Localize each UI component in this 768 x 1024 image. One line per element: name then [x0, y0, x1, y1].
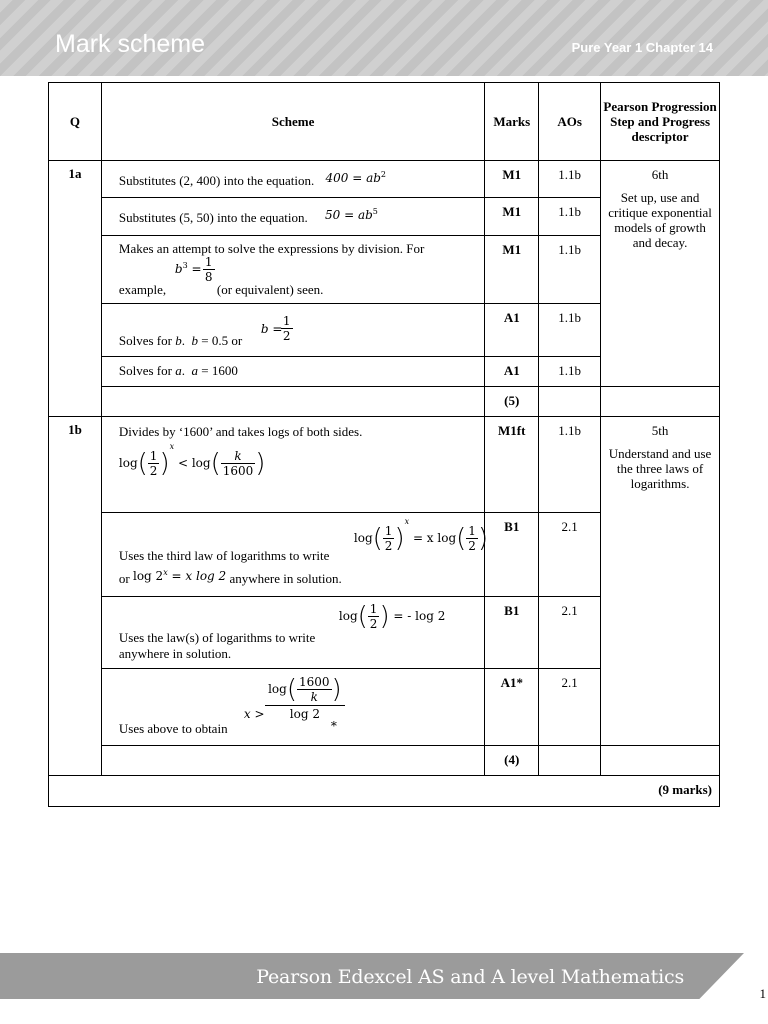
denominator: 2	[369, 617, 378, 631]
equation-text: x >	[243, 707, 265, 721]
table-row	[49, 161, 720, 198]
equation	[133, 569, 226, 583]
marks-cell: A1	[485, 304, 539, 357]
inequality-lhs	[244, 707, 265, 721]
fraction	[221, 449, 256, 478]
denominator: k	[310, 690, 318, 704]
exponent: 2	[380, 170, 387, 179]
operator: <	[177, 456, 188, 470]
text-part: anywhere in solution.	[229, 571, 342, 586]
variable: b	[175, 333, 182, 348]
col-header-aos: AOs	[539, 83, 601, 161]
scheme-text: (or equivalent) seen.	[216, 282, 324, 297]
page-number: 1	[759, 986, 766, 1001]
mark-scheme-table	[48, 82, 720, 807]
equation-text: 50 = ab	[324, 208, 373, 222]
fraction	[383, 524, 395, 553]
fraction	[368, 602, 380, 631]
header-row	[49, 83, 720, 161]
descriptor-cell	[601, 161, 720, 387]
descriptor-cell	[601, 746, 720, 776]
denominator: 8	[204, 270, 213, 284]
scheme-text: Solves for a. a = 1600	[118, 363, 238, 378]
scheme-cell	[101, 198, 484, 236]
denominator: 2	[149, 464, 158, 478]
marks-cell: A1	[485, 357, 539, 387]
table-row	[49, 417, 720, 513]
denominator: 2	[282, 329, 291, 343]
numerator: 1	[384, 524, 393, 538]
scheme-cell	[101, 387, 484, 417]
scheme-cell	[101, 357, 484, 387]
numerator: k	[221, 449, 256, 464]
descriptor-text: Set up, use and critique exponential models of growth and decay.	[608, 190, 712, 250]
marks-cell: B1	[485, 597, 539, 669]
scheme-cell	[101, 417, 484, 513]
scheme-text: Makes an attempt to solve the expressions by division. For	[118, 241, 425, 256]
equation-text: = x log	[412, 531, 457, 545]
chapter-label: Pure Year 1 Chapter 14	[571, 40, 713, 55]
fraction	[203, 255, 215, 284]
log-text: log	[338, 609, 358, 623]
equation-text: log 2	[132, 569, 164, 583]
progression-step: 5th	[651, 423, 669, 438]
total-marks: (9 marks)	[49, 776, 720, 807]
ao-cell: 1.1b	[539, 304, 601, 357]
equation-text: = x log 2	[171, 569, 227, 583]
denominator: 2	[384, 539, 393, 553]
exponent: x	[169, 442, 175, 451]
col-header-q: Q	[49, 83, 102, 161]
descriptor-cell	[601, 417, 720, 746]
ao-cell	[539, 387, 601, 417]
descriptor-text: Understand and use the three laws of logarithms.	[608, 446, 712, 491]
total-row	[49, 776, 720, 807]
page-title: Mark scheme	[55, 30, 206, 58]
scheme-text: Solves for b. b = 0.5 or	[118, 333, 243, 348]
scheme-text: Uses above to obtain	[118, 721, 228, 736]
variable: a	[175, 363, 182, 378]
law-equation: log( $\frac{1}{2}$ ) = - log 2	[338, 601, 446, 632]
star-marker: *	[330, 719, 337, 733]
col-header-marks: Marks	[485, 83, 539, 161]
numerator: 1600	[298, 675, 330, 689]
col-header-scheme: Scheme	[101, 83, 484, 161]
equation	[325, 171, 386, 185]
numerator: 1	[468, 524, 476, 538]
marks-cell: M1	[485, 198, 539, 236]
scheme-text	[118, 568, 342, 587]
log-text: log	[268, 682, 287, 696]
ao-cell: 2.1	[539, 513, 601, 597]
exponent: x	[404, 517, 410, 526]
numerator: 1	[204, 255, 213, 269]
progression-step: 6th	[651, 167, 669, 182]
ao-cell: 1.1b	[539, 198, 601, 236]
inequality: log( $\frac{1}{2}$ )$^x$ < log( $\frac{k}{1600}$ )	[118, 442, 266, 479]
marks-cell: A1*	[485, 669, 539, 746]
subtotal-marks: (4)	[485, 746, 539, 776]
page-header	[0, 0, 768, 76]
numerator: 1	[149, 449, 158, 463]
col-header-descriptor: Pearson Progression Step and Progress descriptor	[601, 83, 720, 161]
equation: $b^3$ =	[174, 261, 202, 276]
log-text: log	[118, 456, 138, 470]
exponent: x	[163, 568, 168, 577]
ao-cell: 1.1b	[539, 417, 601, 513]
ao-cell: 2.1	[539, 669, 601, 746]
subtotal-row	[49, 746, 720, 776]
marks-cell: B1	[485, 513, 539, 597]
question-label: 1b	[49, 417, 102, 776]
text-part: = 0.5 or	[201, 333, 243, 348]
ao-cell: 2.1	[539, 597, 601, 669]
scheme-text: Uses the third law of logarithms to write	[118, 548, 330, 563]
scheme-text: anywhere in solution.	[118, 646, 232, 661]
ao-cell: 1.1b	[539, 161, 601, 198]
question-label: 1a	[49, 161, 102, 417]
denominator-text: log 2	[289, 707, 320, 721]
text-part: Solves for	[118, 333, 172, 348]
log-text: log	[353, 531, 373, 545]
fraction	[148, 449, 160, 478]
subtotal-marks: (5)	[485, 387, 539, 417]
scheme-text: example,	[118, 282, 167, 297]
marks-cell: M1	[485, 236, 539, 304]
text-part: Solves for	[118, 363, 172, 378]
equation-lhs: b	[174, 262, 183, 276]
exponent: 5	[372, 207, 378, 216]
fraction	[466, 524, 478, 553]
scheme-text: Substitutes (2, 400) into the equation.	[118, 173, 315, 188]
scheme-text: Uses the law(s) of logarithms to write	[118, 630, 316, 645]
equation	[325, 208, 378, 222]
equation-text: 400 = ab	[325, 171, 381, 185]
scheme-cell	[101, 746, 484, 776]
scheme-text: Substitutes (5, 50) into the equation.	[118, 210, 308, 225]
law-equation: log( $\frac{1}{2}$ )$^x$ = x log( $\frac{1}{2}$ )	[353, 517, 489, 554]
scheme-cell	[101, 597, 484, 669]
scheme-cell	[101, 236, 484, 304]
result-fraction: log( $\frac{1600}{k}$ ) log 2	[265, 675, 345, 721]
numerator: 1	[282, 314, 291, 328]
ao-cell: 1.1b	[539, 357, 601, 387]
equation-text: b =	[260, 322, 283, 336]
denominator: 1600	[222, 464, 254, 478]
text-part: = 1600	[201, 363, 238, 378]
scheme-cell	[101, 513, 489, 597]
ao-cell	[539, 746, 601, 776]
fraction	[281, 314, 293, 343]
scheme-text: Divides by ‘1600’ and takes logs of both sides.	[118, 424, 363, 439]
subtotal-row	[49, 387, 720, 417]
exponent: 3	[182, 261, 188, 270]
scheme-cell	[101, 304, 484, 357]
text-part: or	[118, 571, 130, 586]
numerator: 1	[369, 602, 378, 616]
descriptor-cell	[601, 387, 720, 417]
footer-title: Pearson Edexcel AS and A level Mathematics	[256, 966, 684, 988]
scheme-cell	[101, 669, 484, 746]
marks-cell: M1ft	[485, 417, 539, 513]
log-text: log	[191, 456, 211, 470]
ao-cell: 1.1b	[539, 236, 601, 304]
equation-lhs	[261, 322, 283, 336]
equation-text: = - log 2	[393, 609, 446, 623]
marks-cell: M1	[485, 161, 539, 198]
fraction	[297, 675, 332, 704]
scheme-cell	[101, 161, 484, 198]
denominator: 2	[468, 539, 476, 553]
